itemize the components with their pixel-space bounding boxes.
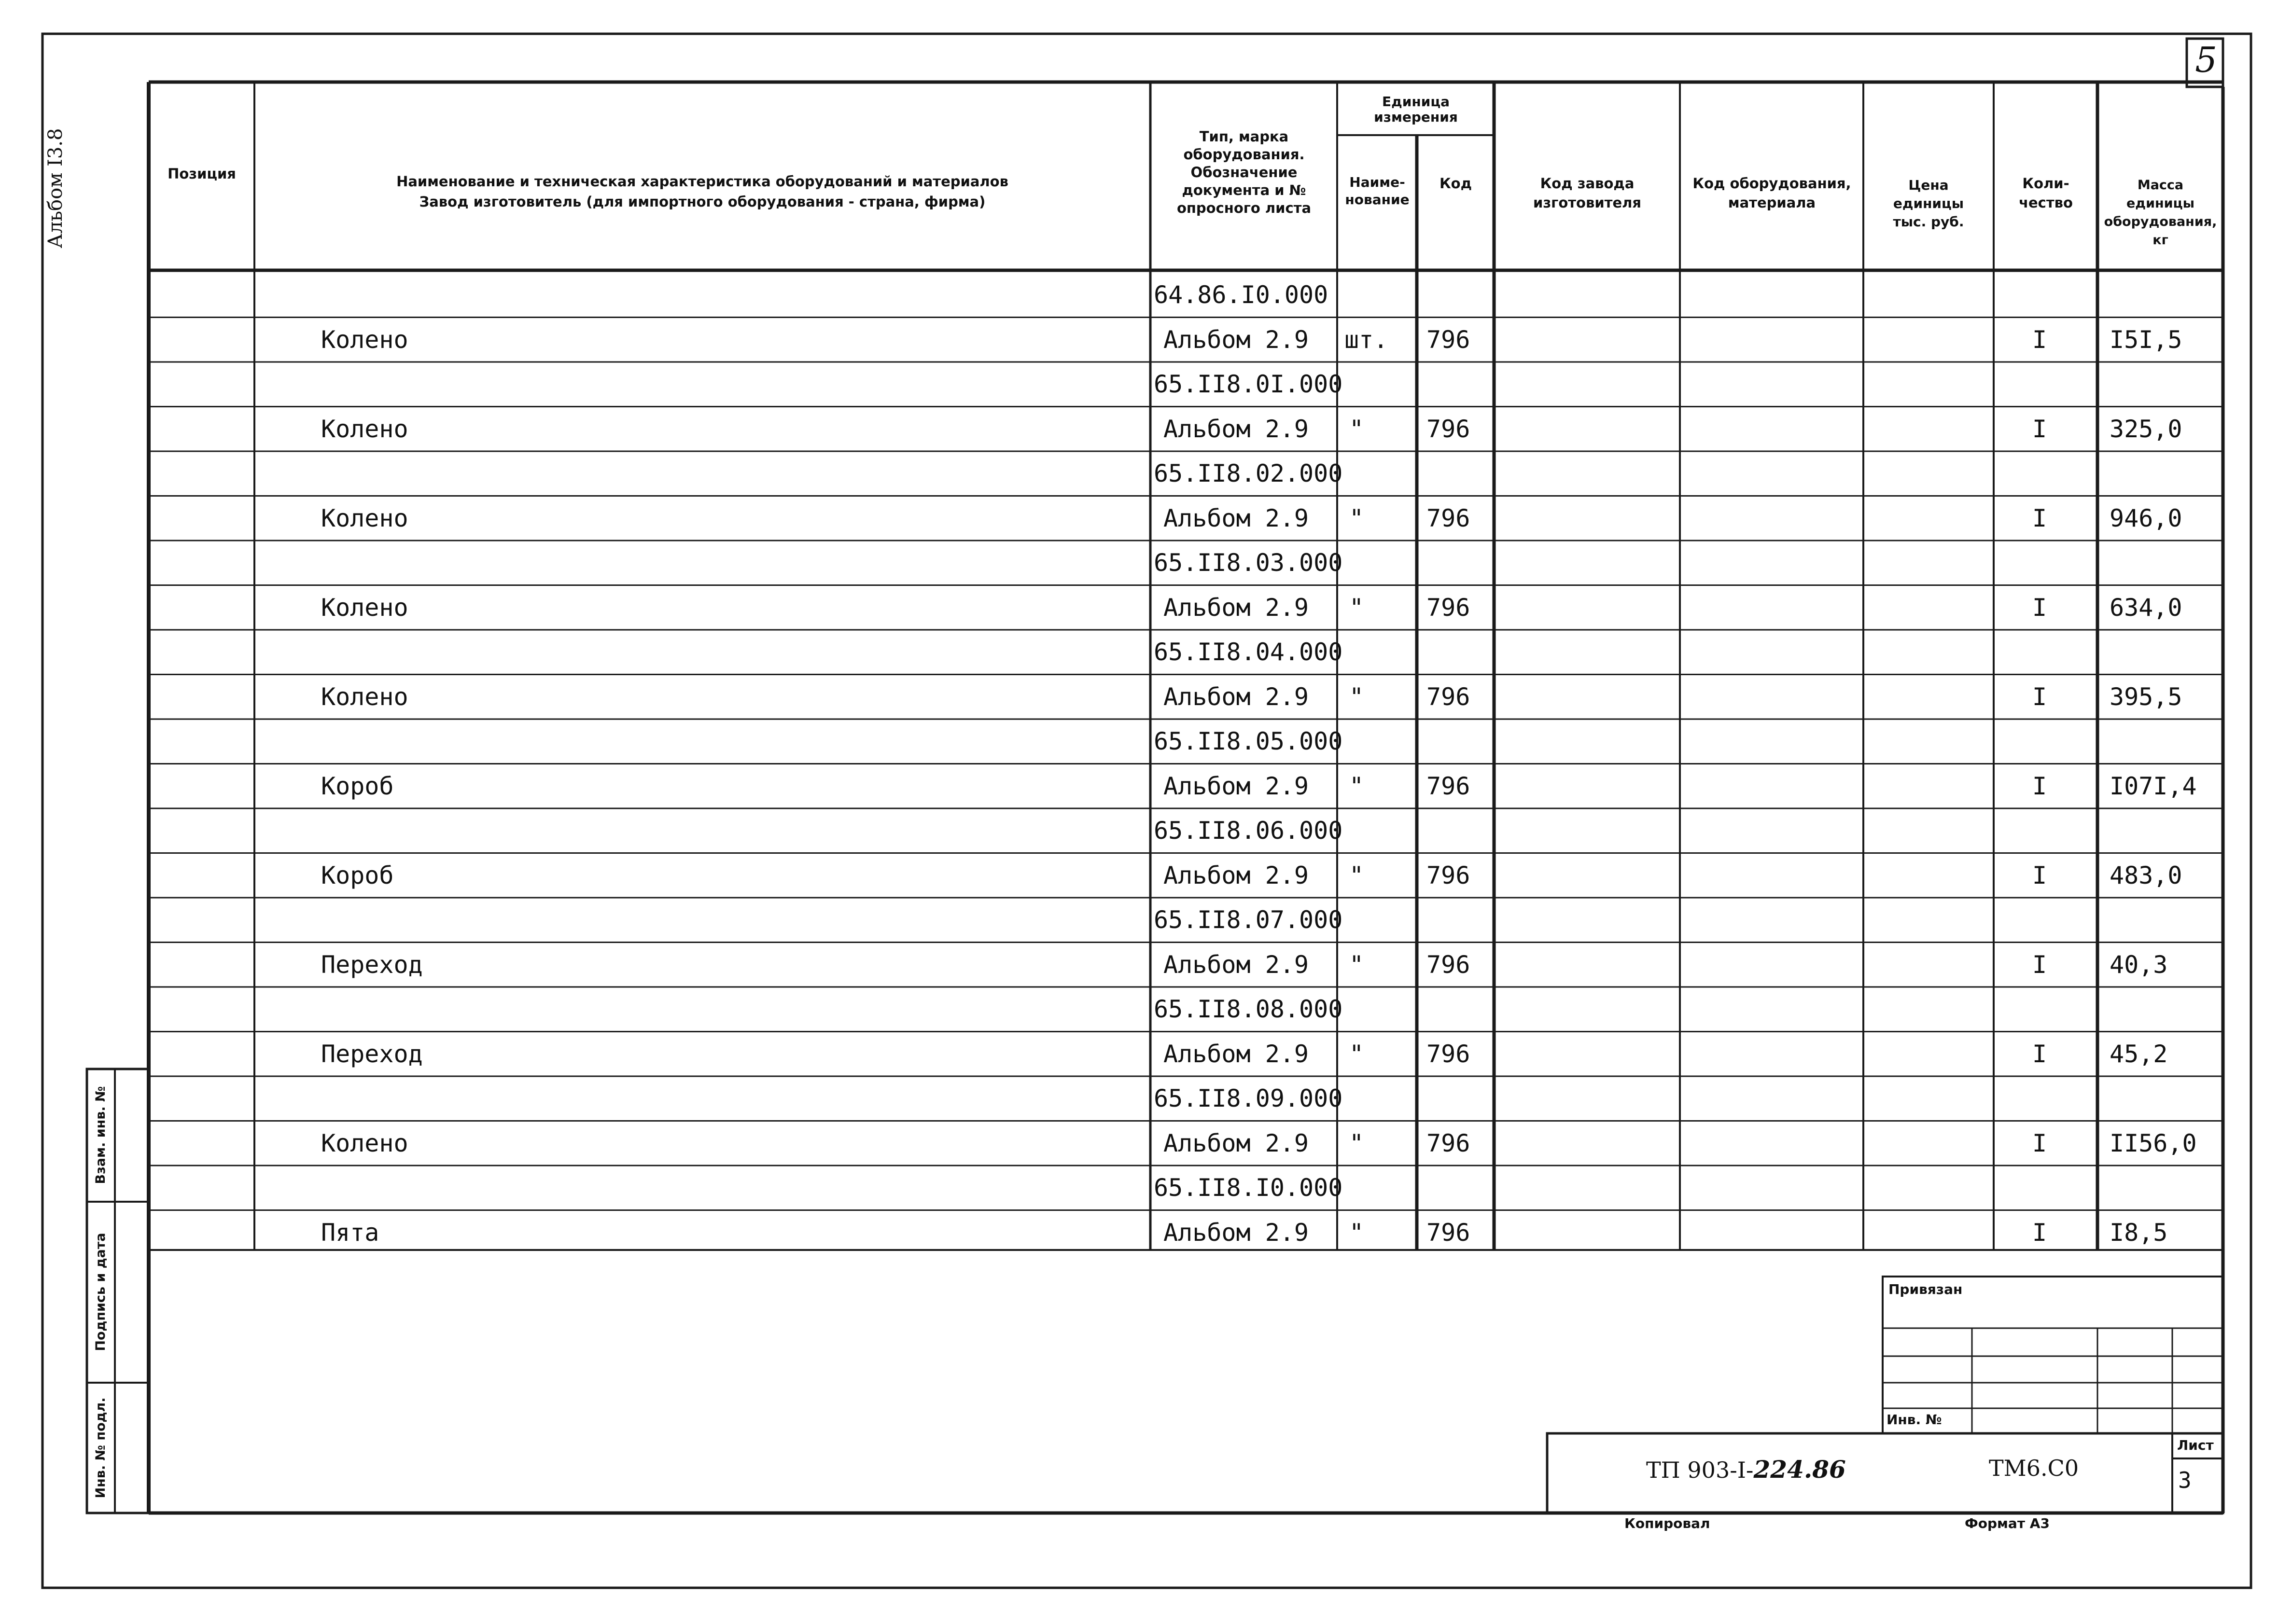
item-unit-code: 796 [1426, 772, 1470, 800]
document-code [1646, 1455, 1846, 1484]
item-quantity: I [2032, 950, 2047, 979]
header-type-l2: оборудования. [1183, 146, 1305, 163]
header-mass-l3: оборудования, [2104, 214, 2217, 229]
attached-label: Привязан [1888, 1281, 1963, 1297]
item-quantity: I [2032, 772, 2047, 800]
item-unit: " [1349, 861, 1364, 889]
header-qty-l2: чество [2019, 194, 2073, 211]
item-document: Альбом 2.9 [1163, 861, 1309, 889]
item-name: Пята [321, 1218, 379, 1247]
document-code-prefix: ТП 903-I- [1646, 1457, 1754, 1483]
item-document: Альбом 2.9 [1163, 1218, 1309, 1247]
item-quantity: I [2032, 1040, 2047, 1068]
header-name [256, 171, 1149, 212]
stamp-signature-date: Подпись и дата [93, 1233, 108, 1351]
item-name: Короб [321, 861, 394, 889]
header-unit-l2: измерения [1374, 109, 1458, 125]
item-unit: шт. [1344, 325, 1388, 354]
item-name: Переход [321, 1040, 423, 1068]
header-equip-code-l1: Код оборудования, [1692, 175, 1851, 192]
header-price [1864, 176, 1993, 231]
header-maker-code-l1: Код завода [1540, 175, 1635, 192]
item-mass: 45,2 [2110, 1040, 2168, 1068]
item-unit-code: 796 [1426, 1129, 1470, 1157]
item-unit: " [1349, 415, 1364, 443]
item-name: Колено [321, 593, 408, 622]
item-unit: " [1349, 950, 1364, 979]
header-qty [1995, 174, 2096, 212]
item-unit: " [1349, 1218, 1364, 1247]
item-name: Колено [321, 1129, 408, 1157]
header-qty-l1: Коли- [2022, 175, 2069, 192]
item-mass: II56,0 [2110, 1129, 2197, 1157]
item-document: 65.II8.05.000 [1154, 727, 1343, 755]
item-document: 65.II8.07.000 [1154, 906, 1343, 934]
item-quantity: I [2032, 682, 2047, 711]
item-document: 65.II8.08.000 [1154, 995, 1343, 1023]
item-name: Колено [321, 682, 408, 711]
item-document: Альбом 2.9 [1163, 325, 1309, 354]
header-maker-code-l2: изготовителя [1533, 194, 1641, 211]
item-name: Колено [321, 325, 408, 354]
item-unit: " [1349, 772, 1364, 800]
item-document: 65.II8.I0.000 [1154, 1174, 1343, 1202]
header-mass-l4: кг [2152, 233, 2168, 248]
document-mark: ТМ6.С0 [1989, 1455, 2079, 1481]
item-mass: I8,5 [2110, 1218, 2168, 1247]
item-document: Альбом 2.9 [1163, 593, 1309, 622]
header-position: Позиция [168, 166, 236, 182]
sheet-value: 3 [2178, 1467, 2192, 1493]
item-document: 64.86.I0.000 [1154, 281, 1328, 309]
header-type-l5: опросного листа [1176, 200, 1312, 216]
format-label: Формат А3 [1965, 1515, 2050, 1531]
item-unit-code: 796 [1426, 593, 1470, 622]
header-price-l2: единицы [1893, 195, 1964, 211]
item-document: Альбом 2.9 [1163, 1129, 1309, 1157]
item-unit-code: 796 [1426, 415, 1470, 443]
item-unit-code: 796 [1426, 861, 1470, 889]
item-name: Колено [321, 415, 408, 443]
item-document: 65.II8.04.000 [1154, 638, 1343, 666]
item-document: 65.II8.09.000 [1154, 1084, 1343, 1112]
header-mass [2099, 176, 2222, 250]
item-unit-code: 796 [1426, 504, 1470, 532]
item-document: Альбом 2.9 [1163, 415, 1309, 443]
header-type-l1: Тип, марка [1199, 128, 1289, 145]
item-mass: 483,0 [2110, 861, 2182, 889]
item-document: 65.II8.02.000 [1154, 459, 1343, 487]
item-unit: " [1349, 504, 1364, 532]
item-mass: 40,3 [2110, 950, 2168, 979]
header-type [1152, 128, 1336, 217]
header-equip-code-l2: материала [1728, 194, 1816, 211]
item-unit: " [1349, 682, 1364, 711]
header-name-line1: Наименование и техническая характеристика оборудований и материалов [396, 173, 1008, 190]
item-unit-code: 796 [1426, 682, 1470, 711]
item-document: 65.II8.03.000 [1154, 549, 1343, 577]
item-unit-code: 796 [1426, 950, 1470, 979]
item-mass: I07I,4 [2110, 772, 2197, 800]
album-label: Альбом I3.8 [44, 128, 67, 249]
header-equip-code [1681, 174, 1862, 212]
header-maker-code [1495, 174, 1679, 212]
item-mass: 946,0 [2110, 504, 2182, 532]
item-mass: I5I,5 [2110, 325, 2182, 354]
header-price-l3: тыс. руб. [1893, 214, 1964, 230]
item-name: Короб [321, 772, 394, 800]
item-unit: " [1349, 1040, 1364, 1068]
item-quantity: I [2032, 593, 2047, 622]
document-code-handwritten: 224.86 [1753, 1455, 1846, 1484]
item-name: Колено [321, 504, 408, 532]
header-unit-l1: Единица [1382, 94, 1450, 110]
item-document: Альбом 2.9 [1163, 1040, 1309, 1068]
item-quantity: I [2032, 1129, 2047, 1157]
item-name: Переход [321, 950, 423, 979]
item-unit-code: 796 [1426, 1218, 1470, 1247]
item-quantity: I [2032, 325, 2047, 354]
inv-no-label: Инв. № [1887, 1412, 1942, 1428]
header-unit-name [1338, 174, 1416, 208]
item-unit-code: 796 [1426, 1040, 1470, 1068]
item-mass: 395,5 [2110, 682, 2182, 711]
item-quantity: I [2032, 861, 2047, 889]
item-mass: 634,0 [2110, 593, 2182, 622]
header-type-l3: Обозначение [1190, 164, 1298, 180]
header-unit-name-l2: нование [1345, 192, 1410, 208]
item-unit-code: 796 [1426, 325, 1470, 354]
item-quantity: I [2032, 504, 2047, 532]
stamp-replaced-inv: Взам. инв. № [93, 1086, 108, 1184]
header-unit-name-l1: Наиме- [1349, 174, 1405, 190]
header-type-l4: документа и № [1182, 182, 1306, 198]
item-document: Альбом 2.9 [1163, 772, 1309, 800]
header-mass-l1: Масса [2137, 178, 2184, 193]
header-unit-code: Код [1439, 175, 1472, 192]
item-document: Альбом 2.9 [1163, 950, 1309, 979]
header-price-l1: Цена [1908, 177, 1949, 193]
item-document: Альбом 2.9 [1163, 682, 1309, 711]
header-mass-l2: единицы [2126, 196, 2195, 211]
item-document: Альбом 2.9 [1163, 504, 1309, 532]
header-unit-group [1339, 94, 1493, 125]
copied-label: Копировал [1624, 1515, 1710, 1531]
item-unit: " [1349, 1129, 1364, 1157]
item-document: 65.II8.06.000 [1154, 817, 1343, 845]
item-quantity: I [2032, 415, 2047, 443]
item-mass: 325,0 [2110, 415, 2182, 443]
header-name-line2: Завод изготовитель (для импортного оборудования - страна, фирма) [419, 194, 986, 210]
item-document: 65.II8.0I.000 [1154, 370, 1343, 398]
item-quantity: I [2032, 1218, 2047, 1247]
item-unit: " [1349, 593, 1364, 622]
sheet-label: Лист [2177, 1437, 2214, 1453]
sheet-number: 5 [2195, 40, 2217, 80]
stamp-inv-orig: Инв. № подл. [93, 1397, 108, 1499]
